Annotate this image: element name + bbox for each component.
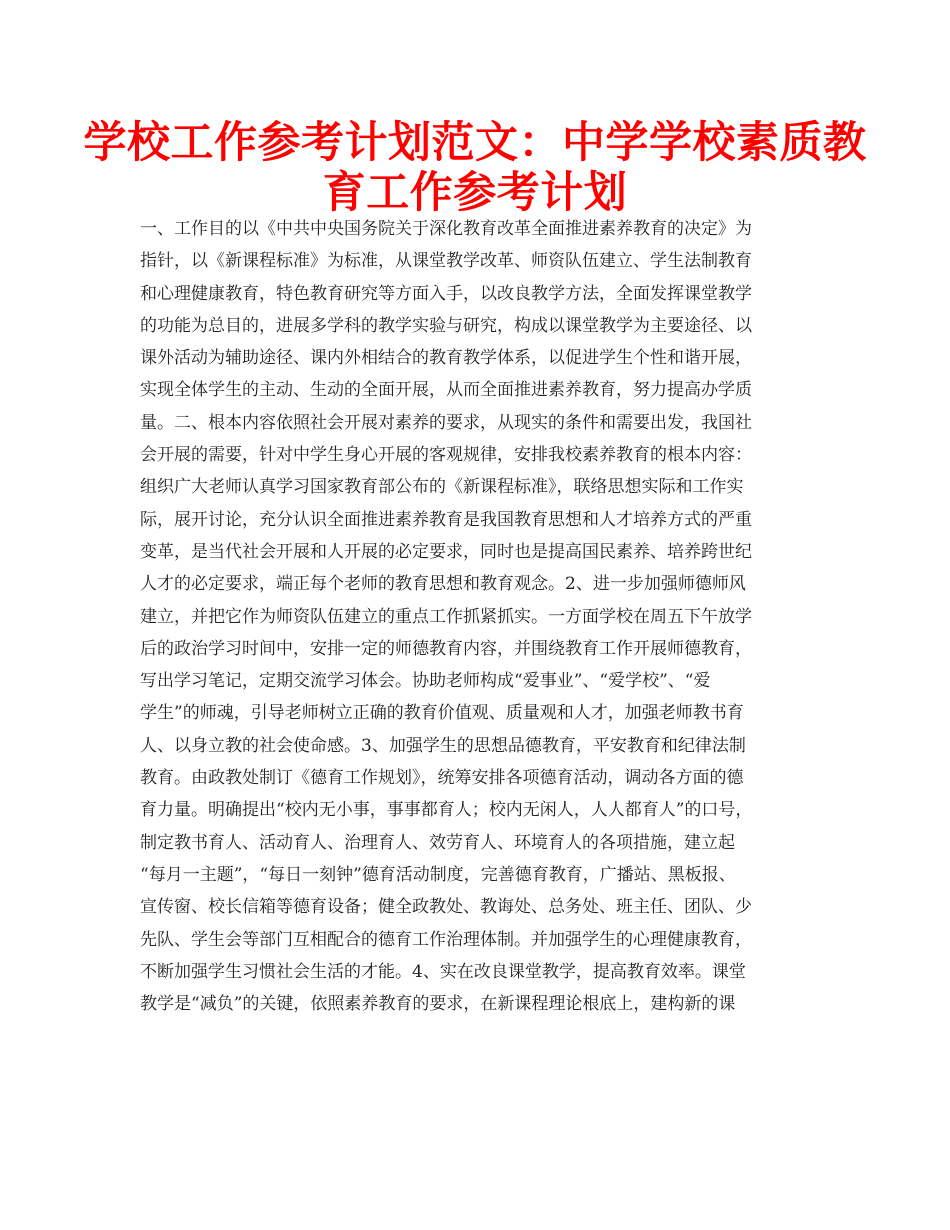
title-line: 学校工作参考计划范文：中学学校素质教 — [83, 118, 867, 168]
body-line: 和心理健康教育，特色教育研究等方面入手，以改良教学方法，全面发挥课堂教学 — [140, 283, 752, 304]
body-line: 教学是“减负”的关键，依照素养教育的要求，在新课程理论根底上，建构新的课 — [140, 994, 736, 1015]
body-line: 写出学习笔记，定期交流学习体会。协助老师构成“爱事业”、“爱学校”、“爱 — [140, 671, 711, 692]
body-line: 人才的必定要求，端正每个老师的教育思想和教育观念。2、进一步加强师德师风 — [140, 574, 746, 595]
body-line: 制定教书育人、活动育人、治理育人、效劳育人、环境育人的各项措施，建立起 — [140, 832, 735, 853]
body-line: 教育。由政教处制订《德育工作规划》，统筹安排各项德育活动，调动各方面的德 — [140, 768, 744, 789]
body-line: 育力量。明确提出“校内无小事，事事都育人；校内无闲人，人人都育人”的口号， — [140, 800, 753, 821]
body-line: 一、工作目的以《中共中央国务院关于深化教育改革全面推进素养教育的决定》为 — [140, 219, 752, 239]
title-line: 育工作参考计划 — [322, 168, 628, 218]
body-line: 宣传窗、校长信箱等德育设备；健全政教处、教诲处、总务处、班主任、团队、少 — [140, 897, 752, 918]
body-line: 先队、学生会等部门互相配合的德育工作治理体制。并加强学生的心理健康教育， — [140, 929, 752, 950]
body-line: 课外活动为辅助途径、课内外相结合的教育教学体系，以促进学生个性和谐开展， — [140, 348, 752, 369]
document-body — [140, 213, 820, 1020]
body-line: 建立，并把它作为师资队伍建立的重点工作抓紧抓实。一方面学校在周五下午放学 — [140, 606, 752, 627]
body-line: 不断加强学生习惯社会生活的才能。4、实在改良课堂教学，提高教育效率。课堂 — [140, 961, 746, 982]
body-line: 组织广大老师认真学习国家教育部公布的《新课程标准》，联络思想实际和工作实 — [140, 477, 744, 498]
document-title — [60, 118, 890, 218]
body-line: “每月一主题”，“每日一刻钟”德育活动制度，完善德育教育，广播站、黑板报、 — [140, 864, 736, 885]
body-line: 指针，以《新课程标准》为标准，从课堂教学改革、师资队伍建立、学生法制教育 — [140, 251, 752, 272]
body-line: 际，展开讨论，充分认识全面推进素养教育是我国教育思想和人才培养方式的严重 — [140, 509, 752, 530]
body-line: 后的政治学习时间中，安排一定的师德教育内容，并围绕教育工作开展师德教育， — [140, 638, 752, 659]
body-line: 会开展的需要，针对中学生身心开展的客观规律，安排我校素养教育的根本内容： — [140, 445, 752, 466]
body-line: 学生”的师魂，引导老师树立正确的教育价值观、质量观和人才，加强老师教书育 — [140, 703, 744, 724]
body-line: 实现全体学生的主动、生动的全面开展，从而全面推进素养教育，努力提高办学质 — [140, 380, 752, 401]
body-line: 的功能为总目的，进展多学科的教学实验与研究，构成以课堂教学为主要途径、以 — [140, 315, 752, 336]
body-line: 变革，是当代社会开展和人开展的必定要求，同时也是提高国民素养、培养跨世纪 — [140, 541, 752, 562]
body-line: 人、以身立教的社会使命感。3、加强学生的思想品德教育，平安教育和纪律法制 — [140, 735, 746, 756]
body-line: 量。二、根本内容依照社会开展对素养的要求，从现实的条件和需要出发，我国社 — [140, 412, 752, 433]
